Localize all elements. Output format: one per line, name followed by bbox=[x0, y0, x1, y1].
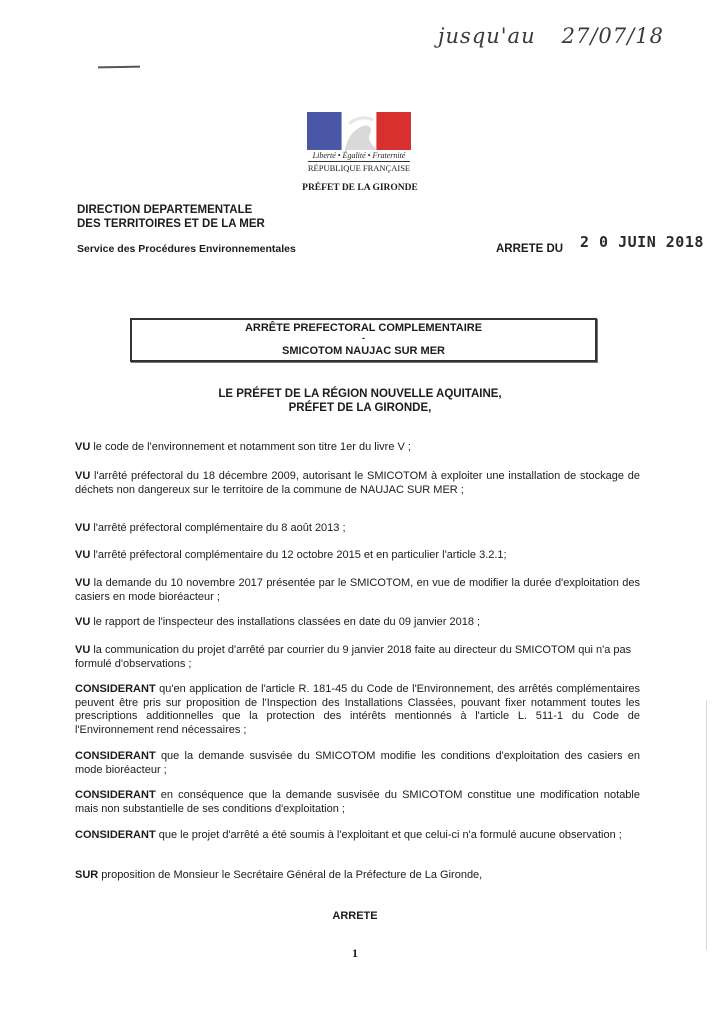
paragraph-sur-proposition: SUR proposition de Monsieur le Secrétaire Général de la Préfecture de La Gironde, bbox=[75, 869, 483, 881]
arrete-heading: ARRETE bbox=[332, 910, 378, 922]
prefet-region-line-1: LE PRÉFET DE LA RÉGION NOUVELLE AQUITAINE, bbox=[218, 388, 502, 400]
paragraph-considerant-article: CONSIDERANT qu'en application de l'article R. 181-45 du Code de l'Environnement, des arrêtés complémentaires peuvent être pris sur proposition de l'Inspection des Installations Classées, pouvant fixer notamment toutes les prescriptions additionnelles que la protection des intérêts mentionnés à l'article L. 511-1 du Code de l'Environnement rend nécessaires ; bbox=[75, 683, 640, 736]
republique-francaise: RÉPUBLIQUE FRANÇAISE bbox=[307, 163, 411, 173]
arrete-du-label: ARRETE DU bbox=[496, 243, 564, 255]
paragraph-vu-arrete-2013: VU l'arrêté préfectoral complémentaire du 8 août 2013 ; bbox=[75, 522, 346, 534]
paragraph-vu-arrete-2015: VU l'arrêté préfectoral complémentaire du 12 octobre 2015 et en particulier l'article 3.2.1; bbox=[75, 549, 507, 561]
paragraph-vu-rapport: VU le rapport de l'inspecteur des installations classées en date du 09 janvier 2018 ; bbox=[75, 616, 481, 628]
prefet-region-line-2: PRÉFET DE LA GIRONDE, bbox=[288, 402, 432, 414]
marianne-logo bbox=[307, 112, 411, 150]
handwritten-date: 27/07/18 bbox=[561, 24, 664, 48]
direction-line-2: DES TERRITOIRES ET DE LA MER bbox=[77, 218, 265, 230]
paragraph-considerant-demande: CONSIDERANT que la demande susvisée du SMICOTOM modifie les conditions d'exploitation des casiers en mode bioréacteur ; bbox=[75, 750, 640, 776]
paragraph-vu-communication: VU la communication du projet d'arrêté par courrier du 9 janvier 2018 faite au directeur du SMICOTOM qui n'a pas formulé d'observations ; bbox=[75, 644, 632, 670]
prefet-region-heading bbox=[160, 387, 560, 415]
paragraph-considerant-projet: CONSIDERANT que le projet d'arrêté a été soumis à l'exploitant et que celui-ci n'a formulé aucune observation ; bbox=[75, 829, 622, 841]
scan-artifact bbox=[706, 700, 707, 950]
republic-motto: Liberté • Égalité • Fraternité bbox=[312, 151, 406, 160]
paragraph-vu-code: VU le code de l'environnement et notamment son titre 1er du livre V ; bbox=[75, 441, 411, 453]
pen-mark bbox=[98, 66, 140, 69]
title-box bbox=[130, 318, 597, 362]
paragraph-considerant-consequence: CONSIDERANT en conséquence que la demande susvisée du SMICOTOM constitue une modification notable mais non substantielle de ses conditions d'exploitation ; bbox=[75, 789, 640, 815]
title-line-1: ARRÊTE PREFECTORAL COMPLEMENTAIRE bbox=[244, 322, 483, 334]
direction-line-1: DIRECTION DEPARTEMENTALE bbox=[77, 204, 253, 216]
prefet-heading: PRÉFET DE LA GIRONDE bbox=[302, 183, 418, 193]
title-separator: - bbox=[362, 333, 365, 343]
title-line-2: SMICOTOM NAUJAC SUR MER bbox=[282, 345, 445, 357]
paragraph-vu-arrete-2009: VU l'arrêté préfectoral du 18 décembre 2009, autorisant le SMICOTOM à exploiter une installation de stockage de déchets non dangereux sur le territoire de la commune de NAUJAC SUR MER ; bbox=[75, 470, 640, 496]
direction-block bbox=[77, 203, 265, 231]
service-name: Service des Procédures Environnementales bbox=[77, 243, 296, 255]
date-stamp: 2 0 JUIN 2018 bbox=[580, 233, 704, 251]
handwritten-deadline bbox=[438, 24, 664, 48]
paragraph-vu-demande: VU la demande du 10 novembre 2017 présentée par le SMICOTOM, en vue de modifier la durée d'exploitation des casiers en mode bioréacteur ; bbox=[75, 577, 640, 603]
handwritten-until: jusqu'au bbox=[438, 24, 536, 48]
page-number: 1 bbox=[352, 946, 358, 960]
